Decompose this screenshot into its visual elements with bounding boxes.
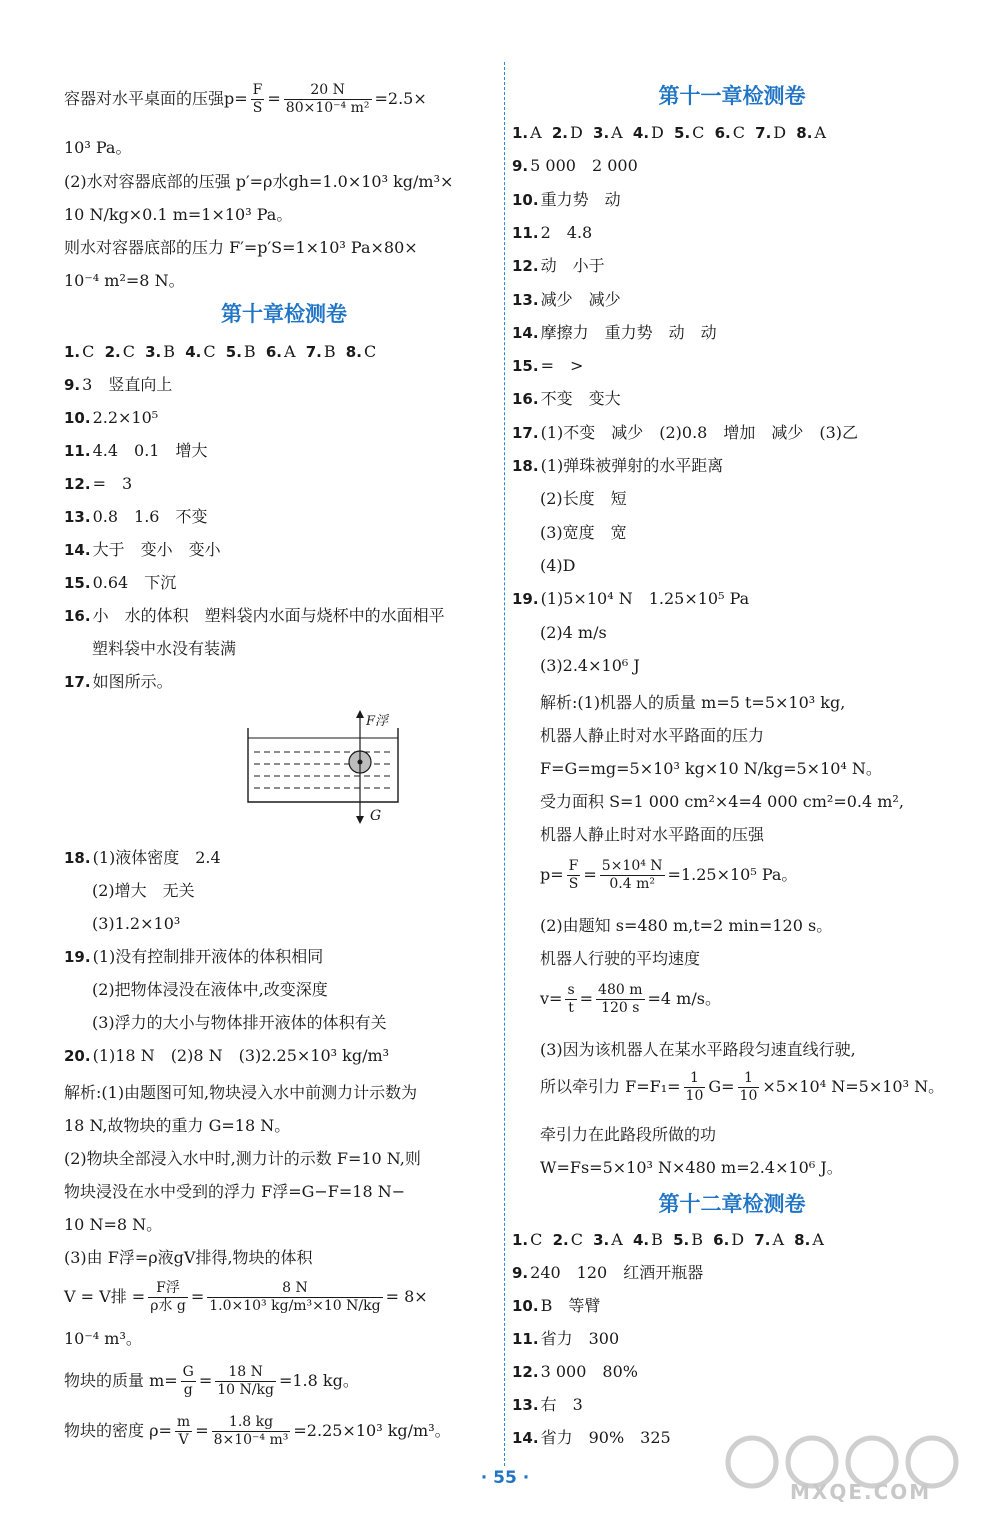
answer-text: 塑料袋中水没有装满 (92, 639, 237, 658)
question-number: 9. (512, 1264, 529, 1282)
answer-text: A (530, 123, 542, 142)
answer-item (512, 1229, 824, 1251)
watermark-text: MXQE.COM (790, 1480, 932, 1504)
intro-line: 则水对容器底部的压力 F′=p′S=1×10³ Pa×80× (64, 238, 418, 257)
answer-text: C (732, 123, 745, 142)
answer-text: C (530, 1230, 543, 1249)
answer-text: (2)4 m/s (540, 622, 607, 642)
answer-text: A (611, 123, 623, 142)
answer-item (512, 1262, 703, 1284)
question-number: 19. (64, 948, 91, 966)
page-number: · 55 · (480, 1468, 530, 1488)
answer-item (512, 1427, 671, 1449)
analysis-line: 机器人行驶的平均速度 (540, 949, 701, 968)
gravity-label: G (370, 808, 382, 824)
answer-text: (2)把物体浸没在液体中,改变深度 (92, 980, 328, 999)
traction-equation: 所以牵引力 F=F₁= $\frac{1}{10}$ G= $\frac{1}{10}$ ×5×10⁴ N=5×10³ N。 (540, 1070, 945, 1104)
question-number: 4. (185, 343, 202, 361)
analysis-line: 牵引力在此路段所做的功 (540, 1125, 717, 1144)
analysis-line: 解析:(1)机器人的质量 m=5 t=5×10³ kg, (540, 693, 846, 712)
answer-text: B 等臂 (540, 1296, 601, 1315)
answer-item (512, 455, 723, 477)
answer-text: 2.2×10⁵ (92, 408, 159, 427)
question-number: 2. (104, 343, 121, 361)
question-number: 9. (64, 376, 81, 394)
answer-text: D (651, 123, 664, 142)
question-number: 10. (512, 1297, 539, 1315)
answer-text: 3 000 80% (540, 1362, 638, 1381)
answer-text: (3)浮力的大小与物体排开液体的体积有关 (92, 1013, 387, 1032)
question-number: 5. (674, 124, 691, 142)
answer-text: 0.8 1.6 不变 (92, 507, 208, 526)
question-number: 15. (64, 574, 91, 592)
answer-item (512, 189, 621, 211)
answer-text: = > (540, 356, 584, 376)
question-number: 7. (754, 1231, 771, 1249)
question-number: 14. (64, 541, 91, 559)
question-number: 11. (64, 442, 91, 460)
analysis-line: (3)由 F浮=ρ液gV排得,物块的体积 (64, 1248, 313, 1267)
answer-text: 省力 300 (540, 1329, 620, 1348)
answer-text: 重力势 动 (540, 189, 621, 209)
velocity-equation: v= $\frac{s}{t}$ = $\frac{480 m}{120 s}$ =4 m/s。 (540, 982, 721, 1016)
question-number: 13. (512, 290, 539, 309)
answer-text: D (731, 1230, 745, 1249)
intro-line: (2)水对容器底部的压强 p′=ρ水gh=1.0×10³ kg/m³× (64, 172, 454, 191)
question-number: 2. (552, 1231, 569, 1249)
question-number: 5. (225, 343, 242, 361)
question-number: 11. (512, 1330, 539, 1348)
answer-text: 动 小于 (540, 256, 605, 276)
answer-item (64, 913, 180, 935)
answer-item (64, 847, 221, 869)
question-number: 20. (64, 1047, 91, 1065)
answer-item (512, 1295, 600, 1317)
analysis-line: 18 N,故物块的重力 G=18 N。 (64, 1116, 291, 1135)
question-number: 19. (512, 590, 539, 609)
analysis-line: F=G=mg=5×10³ kg×10 N/kg=5×10⁴ N。 (540, 759, 882, 778)
answer-item (512, 1328, 619, 1350)
answer-text: (2)增大 无关 (92, 881, 195, 900)
answer-text: C (122, 342, 135, 361)
intro-equation: 容器对水平桌面的压强p= $\frac{F}{S}$ = $\frac{20 N}{\text{80×10⁻⁴ m²}}$ =2.5× (64, 82, 427, 116)
answer-item (64, 880, 195, 902)
answer-item (64, 671, 173, 693)
analysis-line: (2)物块全部浸入水中时,测力计的示数 F=10 N,则 (64, 1149, 421, 1168)
mass-equation: 物块的质量 m= $\frac{G}{g}$ = $\frac{18 N}{10 N/kg}$ =1.8 kg。 (64, 1364, 359, 1398)
answer-item (512, 588, 749, 610)
answer-text: C (692, 123, 705, 142)
answer-text: (4)D (540, 555, 576, 575)
chapter-12-title: 第十二章检测卷 (658, 1192, 806, 1216)
answer-item (64, 506, 207, 528)
answer-text: B (323, 342, 336, 361)
column-divider (504, 62, 505, 1466)
answer-text: 小 水的体积 塑料袋内水面与烧杯中的水面相平 (92, 606, 445, 625)
chapter-10-title: 第十章检测卷 (221, 302, 347, 326)
analysis-line: W=Fs=5×10³ N×480 m=2.4×10⁶ J。 (540, 1158, 843, 1177)
intro-line: 10³ Pa。 (64, 138, 132, 157)
answer-item (64, 539, 221, 561)
question-number: 3. (145, 343, 162, 361)
answer-item (512, 488, 627, 510)
buoyant-force-label: F浮 (366, 714, 389, 729)
answer-item (64, 1045, 389, 1067)
question-number: 1. (64, 343, 81, 361)
answer-text: (1)5×10⁴ N 1.25×10⁵ Pa (540, 589, 750, 609)
analysis-line: 受力面积 S=1 000 cm²×4=4 000 cm²=0.4 m², (540, 792, 904, 811)
answer-text: A (814, 123, 826, 142)
answer-item (512, 422, 858, 444)
answer-text: B (163, 342, 176, 361)
question-number: 6. (265, 343, 282, 361)
answer-text: D (773, 123, 787, 142)
question-number: 13. (64, 508, 91, 526)
answer-text: (1)弹珠被弹射的水平距离 (540, 456, 724, 475)
answer-item (64, 946, 323, 968)
answer-text: B (691, 1230, 703, 1249)
question-number: 17. (512, 423, 539, 442)
question-number: 7. (755, 124, 772, 142)
answer-text: C (203, 342, 216, 361)
answer-text: C (363, 342, 377, 361)
answer-item (64, 374, 172, 396)
answer-item (64, 440, 207, 462)
question-number: 6. (714, 124, 731, 142)
answer-text: 大于 变小 变小 (92, 540, 221, 559)
pressure-equation: p= $\frac{F}{S}$ = $\frac{\text{5×10⁴ N}}{\text{0.4 m²}}$ =1.25×10⁵ Pa。 (540, 858, 798, 892)
analysis-line: 10 N=8 N。 (64, 1215, 163, 1234)
question-number: 3. (593, 1231, 610, 1249)
chapter-11-title: 第十一章检测卷 (658, 84, 806, 108)
answer-item (512, 322, 717, 344)
analysis-line: 机器人静止时对水平路面的压力 (540, 726, 765, 745)
question-number: 17. (64, 673, 91, 691)
answer-text: B (651, 1230, 663, 1249)
answer-text: 省力 90% 325 (540, 1428, 671, 1447)
question-number: 10. (512, 190, 539, 209)
question-number: 18. (512, 457, 539, 475)
answer-text: 2 4.8 (540, 222, 593, 242)
analysis-line: 解析:(1)由题图可知,物块浸入水中前测力计示数为 (64, 1083, 418, 1102)
answer-item (64, 638, 236, 660)
answer-text: D (570, 123, 583, 142)
question-number: 9. (512, 157, 529, 176)
question-number: 2. (551, 124, 569, 142)
analysis-line: 物块浸没在水中受到的浮力 F浮=G−F=18 N− (64, 1182, 406, 1201)
question-number: 7. (305, 343, 322, 361)
answer-text: (1)没有控制排开液体的体积相同 (92, 947, 324, 966)
answer-text: A (772, 1230, 784, 1249)
answer-text: 3 竖直向上 (82, 375, 173, 394)
answer-item (64, 407, 158, 429)
analysis-line: (3)因为该机器人在某水平路段匀速直线行驶, (540, 1040, 856, 1059)
answer-text: (3)2.4×10⁶ J (540, 655, 640, 675)
question-number: 8. (345, 343, 362, 361)
answer-item (512, 355, 583, 377)
answer-text: (3)宽度 宽 (540, 522, 627, 542)
answer-item (512, 655, 640, 677)
intro-line: 10⁻⁴ m²=8 N。 (64, 271, 185, 290)
analysis-line: 机器人静止时对水平路面的压强 (540, 825, 765, 844)
answer-text: (1)液体密度 2.4 (92, 848, 221, 867)
answer-item (64, 1012, 387, 1034)
answer-text: A (812, 1230, 824, 1249)
question-number: 4. (633, 1231, 650, 1249)
question-number: 12. (512, 1363, 539, 1381)
question-number: 14. (512, 1429, 539, 1447)
answer-text: 240 120 红酒开瓶器 (530, 1263, 704, 1282)
answer-item (512, 555, 576, 577)
buoyancy-figure (242, 710, 402, 832)
analysis-line: (2)由题知 s=480 m,t=2 min=120 s。 (540, 916, 833, 935)
answer-item (64, 341, 376, 363)
answer-text: 如图所示。 (92, 672, 173, 691)
answer-text: (2)长度 短 (540, 489, 627, 509)
density-equation: 物块的密度 ρ= $\frac{m}{V}$ = $\frac{1.8 kg}{\text{8×10⁻⁴ m³}}$ =2.25×10³ kg/m³。 (64, 1414, 451, 1448)
answer-text: 减少 减少 (540, 289, 621, 309)
answer-text: (1)不变 减少 (2)0.8 增加 减少 (3)乙 (540, 422, 859, 442)
answer-text: 5 000 2 000 (530, 156, 638, 176)
intro-line: 10 N/kg×0.1 m=1×10³ Pa。 (64, 205, 293, 224)
question-number: 12. (512, 257, 539, 276)
question-number: 8. (794, 1231, 811, 1249)
volume-equation: V = V排 = $\frac{\text{F浮}}{\text{ρ水 g}}$ = $\frac{8 N}{\text{1.0×10³ kg/m³×10 N/kg}}$ = 8× (64, 1280, 428, 1314)
answer-item (64, 473, 132, 495)
question-number: 3. (593, 124, 610, 142)
answer-item (64, 605, 445, 627)
question-number: 1. (512, 1231, 529, 1249)
question-number: 14. (512, 323, 539, 342)
answer-item (512, 155, 638, 177)
answer-text: 0.64 下沉 (92, 573, 177, 592)
answer-text: A (611, 1230, 623, 1249)
answer-text: (3)1.2×10³ (92, 914, 181, 933)
answer-item (64, 979, 328, 1001)
answer-item (512, 1394, 583, 1416)
answer-text: A (283, 342, 296, 361)
answer-item (512, 122, 826, 144)
question-number: 4. (632, 124, 650, 142)
answer-item (512, 289, 621, 311)
question-number: 5. (673, 1231, 690, 1249)
question-number: 6. (713, 1231, 730, 1249)
volume-result: 10⁻⁴ m³。 (64, 1329, 142, 1348)
answer-text: 右 3 (540, 1395, 583, 1414)
question-number: 12. (64, 475, 91, 493)
question-number: 16. (512, 390, 539, 409)
answer-item (512, 222, 592, 244)
answer-item (512, 388, 621, 410)
answer-item (64, 572, 176, 594)
answer-item (512, 1361, 638, 1383)
answer-item (512, 522, 627, 544)
answer-text: C (570, 1230, 583, 1249)
answer-text: 不变 变大 (540, 389, 621, 409)
answer-item (512, 255, 605, 277)
answer-text: 4.4 0.1 增大 (92, 441, 208, 460)
answer-text: B (243, 342, 256, 361)
answer-text: = 3 (92, 474, 133, 493)
answer-text: 摩擦力 重力势 动 动 (540, 322, 717, 342)
question-number: 18. (64, 849, 91, 867)
question-number: 10. (64, 409, 91, 427)
question-number: 1. (512, 124, 529, 142)
question-number: 11. (512, 223, 539, 242)
answer-text: C (82, 342, 95, 361)
answer-item (512, 622, 607, 644)
question-number: 15. (512, 357, 539, 376)
question-number: 13. (512, 1396, 539, 1414)
question-number: 16. (64, 607, 91, 625)
answer-text: (1)18 N (2)8 N (3)2.25×10³ kg/m³ (92, 1046, 390, 1065)
question-number: 8. (796, 124, 813, 142)
